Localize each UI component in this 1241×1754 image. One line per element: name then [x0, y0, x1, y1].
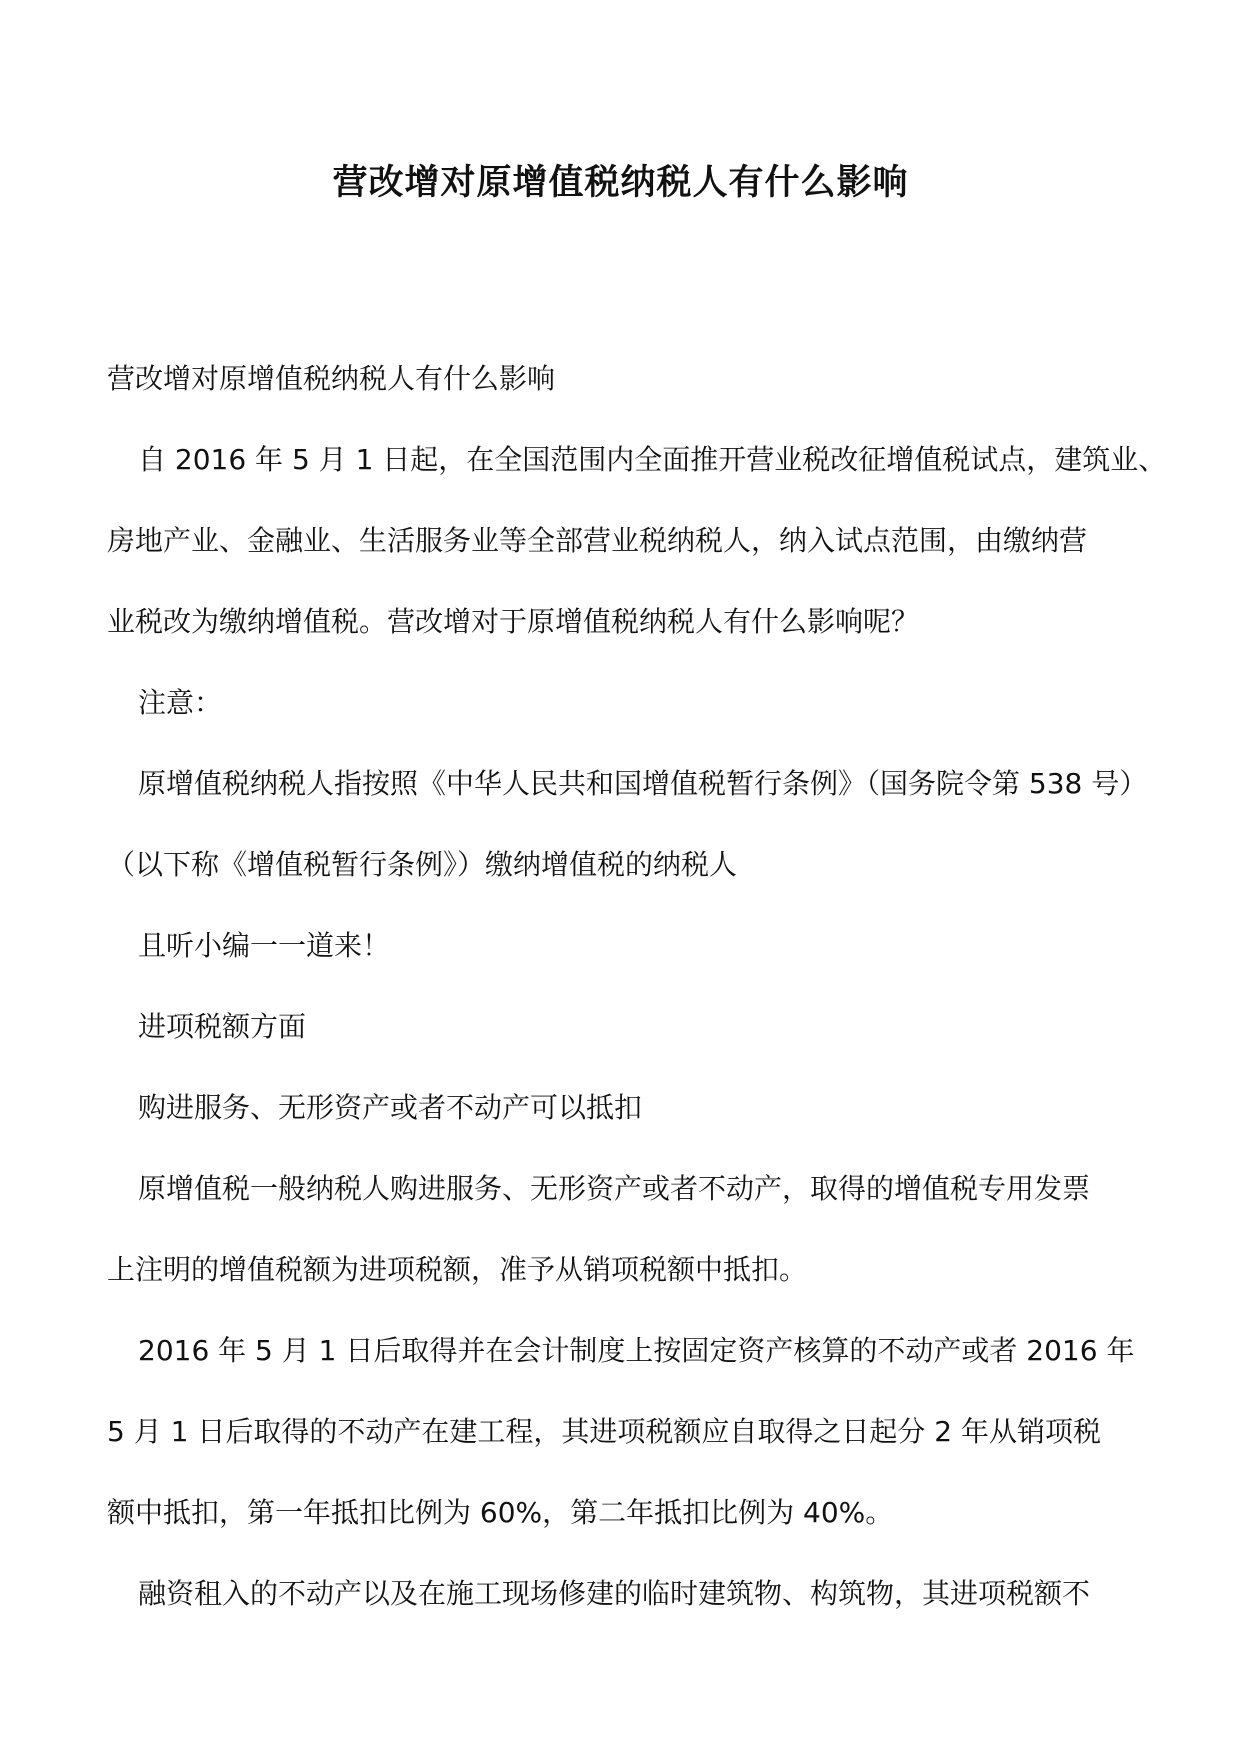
- body-line: 额中抵扣，第一年抵扣比例为 60%，第二年抵扣比例为 40%。: [107, 1496, 894, 1529]
- body-line: 2016 年 5 月 1 日后取得并在会计制度上按固定资产核算的不动产或者 2016 年: [138, 1334, 1135, 1367]
- body-line: （以下称《增值税暂行条例》）缴纳增值税的纳税人: [107, 848, 738, 881]
- body-line: 营改增对原增值税纳税人有什么影响: [107, 362, 556, 395]
- body-line: 原增值税一般纳税人购进服务、无形资产或者不动产，取得的增值税专用发票: [138, 1172, 1091, 1205]
- body-line: 业税改为缴纳增值税。营改增对于原增值税纳税人有什么影响呢？: [107, 605, 920, 638]
- body-line: 5 月 1 日后取得的不动产在建工程，其进项税额应自取得之日起分 2 年从销项税: [107, 1415, 1101, 1448]
- section-heading: 进项税额方面: [138, 1010, 307, 1043]
- body-line: 融资租入的不动产以及在施工现场修建的临时建筑物、构筑物，其进项税额不: [138, 1577, 1091, 1610]
- body-line: 且听小编一一道来！: [138, 929, 391, 962]
- document-body: [107, 338, 1167, 1634]
- body-line: 注意：: [138, 686, 223, 719]
- body-line: 上注明的增值税额为进项税额，准予从销项税额中抵扣。: [107, 1253, 808, 1286]
- document-title: 营改增对原增值税纳税人有什么影响: [332, 162, 909, 203]
- body-line: 自 2016 年 5 月 1 日起，在全国范围内全面推开营业税改征增值税试点，建筑业、: [138, 443, 1167, 476]
- subsection-heading: 购进服务、无形资产或者不动产可以抵扣: [138, 1091, 643, 1124]
- body-line: 原增值税纳税人指按照《中华人民共和国增值税暂行条例》（国务院令第 538 号）: [138, 767, 1148, 800]
- body-line: 房地产业、金融业、生活服务业等全部营业税纳税人，纳入试点范围，由缴纳营: [107, 524, 1088, 557]
